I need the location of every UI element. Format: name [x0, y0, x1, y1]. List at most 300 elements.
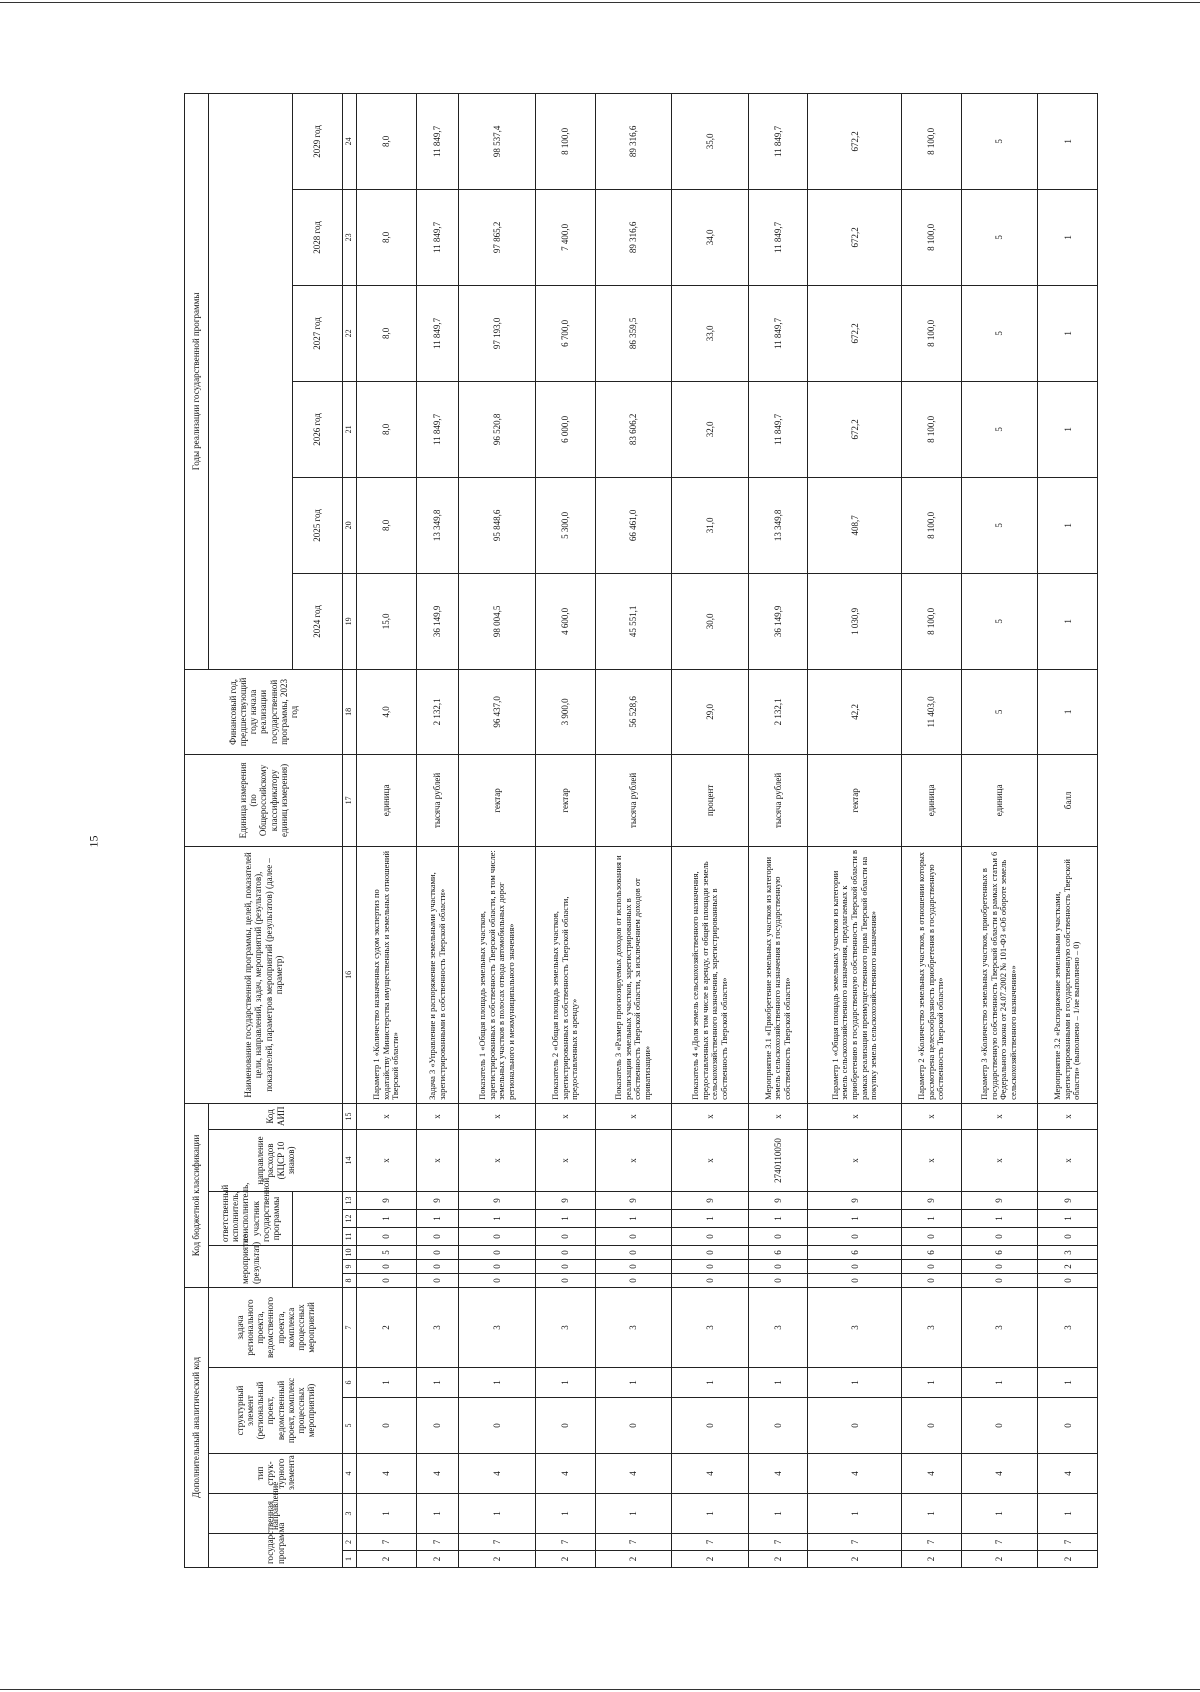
table-row — [961, 93, 1038, 1567]
cell-c7: 3 — [672, 1288, 749, 1368]
cell-c6: 1 — [748, 1368, 808, 1398]
cell-c10: 0 — [459, 1246, 536, 1260]
cell-c2: 7 — [459, 1534, 536, 1551]
cell-c14: x — [672, 1130, 749, 1192]
header-structural-type: тип струк-турного элемента — [209, 1454, 343, 1494]
column-number: 9 — [343, 1260, 357, 1274]
cell-y2027: 97 193,0 — [459, 285, 536, 381]
cell-c7: 3 — [535, 1288, 595, 1368]
cell-c6: 1 — [808, 1368, 902, 1398]
cell-prev: 4,0 — [357, 669, 417, 754]
cell-c14: x — [459, 1130, 536, 1192]
cell-c7: 3 — [416, 1288, 459, 1368]
cell-c9: 0 — [595, 1260, 672, 1274]
rotated-table-container — [184, 98, 1098, 1568]
cell-y2026: 11 849,7 — [748, 381, 808, 477]
cell-c14: x — [416, 1130, 459, 1192]
header-year-2028: 2028 год — [293, 189, 343, 285]
cell-y2024: 15,0 — [357, 573, 417, 669]
cell-c7: 3 — [808, 1288, 902, 1368]
column-number: 20 — [343, 477, 357, 573]
cell-c14: x — [961, 1130, 1038, 1192]
cell-c15: x — [902, 1103, 962, 1129]
cell-c1: 2 — [357, 1551, 417, 1568]
cell-c12: 1 — [535, 1210, 595, 1228]
cell-y2027: 86 359,5 — [595, 285, 672, 381]
cell-c7: 3 — [902, 1288, 962, 1368]
cell-c15: x — [1038, 1103, 1098, 1129]
cell-c2: 7 — [1038, 1534, 1098, 1551]
cell-name: Параметр 1 «Количество назначенных судом экспертиз по ходатайству Министерства имущественных и земельных отношений Тверской области» — [357, 846, 417, 1103]
column-number: 12 — [343, 1210, 357, 1228]
cell-c5: 0 — [808, 1398, 902, 1454]
cell-c4: 4 — [672, 1454, 749, 1494]
header-state-program: государственная программа — [209, 1534, 343, 1568]
cell-y2025: 5 300,0 — [535, 477, 595, 573]
cell-c8: 0 — [357, 1274, 417, 1288]
cell-unit: гектар — [535, 754, 595, 846]
cell-c11: 0 — [459, 1228, 536, 1246]
cell-c12: 1 — [1038, 1210, 1098, 1228]
cell-y2024: 98 004,5 — [459, 573, 536, 669]
cell-c1: 2 — [535, 1551, 595, 1568]
column-number: 23 — [343, 189, 357, 285]
cell-name: Показатель 4 «Доля земель сельскохозяйственного назначения, предоставленных в том числе в аренду, от общей площади земель сельскохозяйственного назначения, зарегистрированных в собственность Тверской области» — [672, 846, 749, 1103]
cell-c5: 0 — [1038, 1398, 1098, 1454]
cell-c14: x — [595, 1130, 672, 1192]
cell-c10: 0 — [535, 1246, 595, 1260]
cell-c7: 3 — [1038, 1288, 1098, 1368]
cell-c6: 1 — [535, 1368, 595, 1398]
cell-prev: 2 132,1 — [748, 669, 808, 754]
cell-c11: 0 — [902, 1228, 962, 1246]
cell-c3: 1 — [459, 1494, 536, 1534]
cell-c14: x — [357, 1130, 417, 1192]
cell-y2026: 672,2 — [808, 381, 902, 477]
cell-c11: 0 — [416, 1228, 459, 1246]
column-number: 5 — [343, 1398, 357, 1454]
cell-c6: 1 — [416, 1368, 459, 1398]
cell-y2028: 8 100,0 — [902, 189, 962, 285]
cell-y2024: 36 149,9 — [416, 573, 459, 669]
cell-c15: x — [357, 1103, 417, 1129]
cell-name: Показатель 1 «Общая площадь земельных участков, зарегистрированных в собственность Тверской области, в том числе: земельных участков в полосах отвода автомобильных дорог регионального и межмуниципального значения» — [459, 846, 536, 1103]
header-year-2027: 2027 год — [293, 285, 343, 381]
cell-prev: 3 900,0 — [535, 669, 595, 754]
cell-c3: 1 — [416, 1494, 459, 1534]
cell-name: Мероприятие 3.2 «Распоряжение земельными участками, зарегистрированными в государственную собственность Тверской области» (выполнено – 1/не выполнено – 0) — [1038, 846, 1098, 1103]
cell-y2028: 97 865,2 — [459, 189, 536, 285]
cell-c3: 1 — [902, 1494, 962, 1534]
cell-c4: 4 — [459, 1454, 536, 1494]
cell-name: Мероприятие 3.1 «Приобретение земельных участков из категории земель сельскохозяйственного назначения в государственную собственность Тверской области» — [748, 846, 808, 1103]
cell-y2024: 8 100,0 — [902, 573, 962, 669]
table-row — [459, 93, 536, 1567]
cell-c11: 0 — [595, 1228, 672, 1246]
cell-c2: 7 — [961, 1534, 1038, 1551]
header-name: Наименование государственной программы, целей, показателей цели, направлений, задач, мероприятий (результатов), показателей, параметров мероприятий (результатов) (далее – параметр) — [185, 846, 343, 1103]
cell-y2026: 5 — [961, 381, 1038, 477]
cell-c3: 1 — [535, 1494, 595, 1534]
cell-c8: 0 — [459, 1274, 536, 1288]
cell-c7: 3 — [595, 1288, 672, 1368]
cell-c10: 0 — [672, 1246, 749, 1260]
cell-c1: 2 — [808, 1551, 902, 1568]
cell-c1: 2 — [902, 1551, 962, 1568]
cell-c15: x — [748, 1103, 808, 1129]
scan-border-top — [0, 2, 1200, 3]
cell-y2029: 8,0 — [357, 93, 417, 189]
cell-c1: 2 — [1038, 1551, 1098, 1568]
cell-y2028: 34,0 — [672, 189, 749, 285]
column-number: 14 — [343, 1130, 357, 1192]
cell-y2029: 8 100,0 — [902, 93, 962, 189]
column-number: 24 — [343, 93, 357, 189]
cell-y2027: 8 100,0 — [902, 285, 962, 381]
cell-y2026: 11 849,7 — [416, 381, 459, 477]
cell-y2026: 96 520,8 — [459, 381, 536, 477]
cell-unit: тысяча рублей — [748, 754, 808, 846]
cell-y2027: 11 849,7 — [748, 285, 808, 381]
cell-c8: 0 — [1038, 1274, 1098, 1288]
cell-y2024: 36 149,9 — [748, 573, 808, 669]
cell-c4: 4 — [535, 1454, 595, 1494]
cell-c2: 7 — [672, 1534, 749, 1551]
cell-unit: тысяча рублей — [416, 754, 459, 846]
cell-y2027: 5 — [961, 285, 1038, 381]
column-numbers-row — [343, 93, 357, 1567]
cell-c5: 0 — [961, 1398, 1038, 1454]
column-number: 13 — [343, 1192, 357, 1210]
cell-c9: 0 — [902, 1260, 962, 1274]
cell-c2: 7 — [595, 1534, 672, 1551]
cell-c8: 0 — [748, 1274, 808, 1288]
header-direction: направление — [209, 1494, 343, 1534]
cell-c15: x — [808, 1103, 902, 1129]
cell-c6: 1 — [357, 1368, 417, 1398]
cell-y2024: 1 — [1038, 573, 1098, 669]
cell-c15: x — [416, 1103, 459, 1129]
cell-c15: x — [535, 1103, 595, 1129]
cell-c6: 1 — [595, 1368, 672, 1398]
cell-unit: гектар — [808, 754, 902, 846]
cell-c8: 0 — [808, 1274, 902, 1288]
cell-y2028: 11 849,7 — [748, 189, 808, 285]
cell-c4: 4 — [595, 1454, 672, 1494]
column-number: 17 — [343, 754, 357, 846]
header-executor: ответственный исполнитель, соисполнитель, участник государственной программы — [209, 1192, 293, 1246]
cell-c8: 0 — [902, 1274, 962, 1288]
cell-c9: 0 — [748, 1260, 808, 1274]
cell-y2029: 11 849,7 — [416, 93, 459, 189]
table-row — [748, 93, 808, 1567]
cell-y2027: 8,0 — [357, 285, 417, 381]
cell-c5: 0 — [748, 1398, 808, 1454]
cell-y2026: 8,0 — [357, 381, 417, 477]
cell-c9: 0 — [535, 1260, 595, 1274]
cell-c14: x — [535, 1130, 595, 1192]
column-number: 10 — [343, 1246, 357, 1260]
cell-c7: 3 — [961, 1288, 1038, 1368]
cell-c5: 0 — [902, 1398, 962, 1454]
header-activity-sub — [293, 1246, 343, 1288]
table-row — [595, 93, 672, 1567]
cell-unit: единица — [961, 754, 1038, 846]
cell-c9: 0 — [961, 1260, 1038, 1274]
cell-c4: 4 — [357, 1454, 417, 1494]
cell-c3: 1 — [672, 1494, 749, 1534]
cell-prev: 29,0 — [672, 669, 749, 754]
cell-c12: 1 — [672, 1210, 749, 1228]
table-row — [1038, 93, 1098, 1567]
cell-c6: 1 — [459, 1368, 536, 1398]
cell-c12: 1 — [902, 1210, 962, 1228]
column-number: 22 — [343, 285, 357, 381]
cell-c1: 2 — [672, 1551, 749, 1568]
cell-c12: 1 — [357, 1210, 417, 1228]
cell-c14: x — [808, 1130, 902, 1192]
cell-c6: 1 — [902, 1368, 962, 1398]
cell-y2028: 89 316,6 — [595, 189, 672, 285]
cell-c12: 1 — [748, 1210, 808, 1228]
cell-c13: 9 — [961, 1192, 1038, 1210]
column-number: 16 — [343, 846, 357, 1103]
cell-prev: 56 528,6 — [595, 669, 672, 754]
header-years-group: Годы реализации государственной программы — [185, 93, 209, 669]
header-years-spacer — [209, 93, 293, 669]
cell-unit: балл — [1038, 754, 1098, 846]
cell-c2: 7 — [748, 1534, 808, 1551]
cell-c5: 0 — [595, 1398, 672, 1454]
cell-name: Параметр 1 «Общая площадь земельных участков из категории земель сельскохозяйственного назначения, предлагаемых к приобретению в государственную собственность Тверской области в рамках реализации преимущественного права Тверской области на покупку земель сельскохозяйственного назначения» — [808, 846, 902, 1103]
header-unit: Единица измерения (по Общероссийскому классификатору единиц измерения) — [185, 754, 343, 846]
cell-y2028: 1 — [1038, 189, 1098, 285]
cell-c10: 3 — [1038, 1246, 1098, 1260]
cell-c3: 1 — [1038, 1494, 1098, 1534]
cell-c10: 0 — [595, 1246, 672, 1260]
cell-c10: 6 — [808, 1246, 902, 1260]
cell-c13: 9 — [357, 1192, 417, 1210]
cell-c13: 9 — [748, 1192, 808, 1210]
table-row — [357, 93, 417, 1567]
cell-c5: 0 — [459, 1398, 536, 1454]
cell-c8: 0 — [672, 1274, 749, 1288]
cell-y2026: 32,0 — [672, 381, 749, 477]
cell-c10: 0 — [416, 1246, 459, 1260]
cell-y2027: 11 849,7 — [416, 285, 459, 381]
cell-y2029: 672,2 — [808, 93, 902, 189]
header-year-2025: 2025 год — [293, 477, 343, 573]
cell-c12: 1 — [416, 1210, 459, 1228]
cell-y2028: 7 400,0 — [535, 189, 595, 285]
header-activity: мероприятие (результат) — [209, 1246, 293, 1288]
cell-c8: 0 — [416, 1274, 459, 1288]
cell-unit: тысяча рублей — [595, 754, 672, 846]
table-row — [416, 93, 459, 1567]
header-structural-element: структурный элемент (региональный проект, ведомственный проект, комплекс процессных мероприятий) — [209, 1368, 343, 1454]
cell-y2025: 31,0 — [672, 477, 749, 573]
cell-prev: 11 403,0 — [902, 669, 962, 754]
column-number: 2 — [343, 1534, 357, 1551]
cell-c10: 6 — [961, 1246, 1038, 1260]
cell-y2027: 33,0 — [672, 285, 749, 381]
column-number: 18 — [343, 669, 357, 754]
cell-y2025: 13 349,8 — [416, 477, 459, 573]
cell-c4: 4 — [748, 1454, 808, 1494]
header-budget-code: Код бюджетной классификации — [185, 1103, 209, 1287]
column-number: 19 — [343, 573, 357, 669]
header-year-2024: 2024 год — [293, 573, 343, 669]
cell-c15: x — [672, 1103, 749, 1129]
cell-y2025: 8,0 — [357, 477, 417, 573]
cell-c8: 0 — [595, 1274, 672, 1288]
cell-y2024: 4 600,0 — [535, 573, 595, 669]
cell-y2028: 8,0 — [357, 189, 417, 285]
cell-y2025: 408,7 — [808, 477, 902, 573]
table-row — [672, 93, 749, 1567]
cell-c11: 0 — [357, 1228, 417, 1246]
cell-y2026: 6 000,0 — [535, 381, 595, 477]
cell-c9: 0 — [416, 1260, 459, 1274]
cell-c11: 0 — [961, 1228, 1038, 1246]
cell-prev: 1 — [1038, 669, 1098, 754]
cell-c2: 7 — [357, 1534, 417, 1551]
cell-c1: 2 — [595, 1551, 672, 1568]
cell-c4: 4 — [416, 1454, 459, 1494]
cell-name: Задача 3 «Управление и распоряжение земельными участками, зарегистрированными в собственность Тверской области» — [416, 846, 459, 1103]
cell-prev: 2 132,1 — [416, 669, 459, 754]
cell-c13: 9 — [808, 1192, 902, 1210]
cell-c2: 7 — [808, 1534, 902, 1551]
cell-c4: 4 — [961, 1454, 1038, 1494]
column-number: 7 — [343, 1288, 357, 1368]
cell-c9: 0 — [672, 1260, 749, 1274]
cell-c11: 0 — [1038, 1228, 1098, 1246]
header-additional-code: Дополнительный аналитический код — [185, 1288, 209, 1568]
cell-c2: 7 — [416, 1534, 459, 1551]
column-number: 6 — [343, 1368, 357, 1398]
cell-unit: единица — [357, 754, 417, 846]
cell-c10: 6 — [748, 1246, 808, 1260]
cell-c1: 2 — [748, 1551, 808, 1568]
cell-name: Показатель 3 «Размер прогнозируемых доходов от использования и реализации земельных участков, зарегистрированных в собственность Тверской области, за исключением доходов от приватизации» — [595, 846, 672, 1103]
cell-c2: 7 — [902, 1534, 962, 1551]
page-number: 15 — [86, 835, 101, 848]
cell-c12: 1 — [595, 1210, 672, 1228]
table-row — [535, 93, 595, 1567]
cell-c7: 2 — [357, 1288, 417, 1368]
cell-y2029: 98 537,4 — [459, 93, 536, 189]
cell-c14: x — [1038, 1130, 1098, 1192]
cell-y2026: 8 100,0 — [902, 381, 962, 477]
cell-y2024: 45 551,1 — [595, 573, 672, 669]
header-aip-code: Код АИП — [209, 1103, 343, 1129]
cell-c11: 0 — [672, 1228, 749, 1246]
cell-y2025: 95 848,6 — [459, 477, 536, 573]
cell-c14: x — [902, 1130, 962, 1192]
cell-y2029: 1 — [1038, 93, 1098, 189]
cell-c8: 0 — [535, 1274, 595, 1288]
cell-y2028: 11 849,7 — [416, 189, 459, 285]
cell-y2025: 66 461,0 — [595, 477, 672, 573]
table-row — [808, 93, 902, 1567]
cell-c12: 1 — [808, 1210, 902, 1228]
cell-c9: 0 — [357, 1260, 417, 1274]
cell-unit: процент — [672, 754, 749, 846]
cell-c5: 0 — [672, 1398, 749, 1454]
cell-y2024: 5 — [961, 573, 1038, 669]
cell-y2025: 8 100,0 — [902, 477, 962, 573]
column-number: 21 — [343, 381, 357, 477]
cell-y2029: 5 — [961, 93, 1038, 189]
cell-c4: 4 — [1038, 1454, 1098, 1494]
cell-c1: 2 — [416, 1551, 459, 1568]
header-year-2026: 2026 год — [293, 381, 343, 477]
cell-c10: 6 — [902, 1246, 962, 1260]
cell-name: Показатель 2 «Общая площадь земельных участков, зарегистрированных в собственность Тверской области, предоставленных в аренду» — [535, 846, 595, 1103]
cell-c9: 0 — [459, 1260, 536, 1274]
cell-c9: 0 — [808, 1260, 902, 1274]
column-number: 8 — [343, 1274, 357, 1288]
cell-y2029: 89 316,6 — [595, 93, 672, 189]
cell-c1: 2 — [459, 1551, 536, 1568]
cell-y2026: 1 — [1038, 381, 1098, 477]
cell-y2027: 672,2 — [808, 285, 902, 381]
header-expense-direction: направление расходов (КЦСР 10 знаков) — [209, 1130, 343, 1192]
cell-y2028: 672,2 — [808, 189, 902, 285]
column-number: 15 — [343, 1103, 357, 1129]
cell-c6: 1 — [672, 1368, 749, 1398]
cell-c13: 9 — [535, 1192, 595, 1210]
cell-y2027: 6 700,0 — [535, 285, 595, 381]
cell-c13: 9 — [595, 1192, 672, 1210]
cell-y2029: 8 100,0 — [535, 93, 595, 189]
cell-c5: 0 — [357, 1398, 417, 1454]
cell-prev: 42,2 — [808, 669, 902, 754]
cell-c13: 9 — [902, 1192, 962, 1210]
cell-c12: 1 — [459, 1210, 536, 1228]
cell-y2028: 5 — [961, 189, 1038, 285]
cell-y2024: 30,0 — [672, 573, 749, 669]
cell-c4: 4 — [808, 1454, 902, 1494]
cell-c4: 4 — [902, 1454, 962, 1494]
cell-c14: 2740110050 — [748, 1130, 808, 1192]
cell-c3: 1 — [357, 1494, 417, 1534]
table-row — [902, 93, 962, 1567]
cell-y2029: 35,0 — [672, 93, 749, 189]
cell-y2027: 1 — [1038, 285, 1098, 381]
scan-border-bottom — [0, 1689, 1200, 1690]
cell-c3: 1 — [808, 1494, 902, 1534]
cell-c5: 0 — [416, 1398, 459, 1454]
cell-y2025: 5 — [961, 477, 1038, 573]
cell-c12: 1 — [961, 1210, 1038, 1228]
cell-name: Параметр 3 «Количество земельных участков, приобретенных в государственную собственность Тверской области в рамках статьи 6 Федерального закона от 24.07.2002 № 101-ФЗ «Об обороте земель сельскохозяйственного назначения»» — [961, 846, 1038, 1103]
cell-c15: x — [595, 1103, 672, 1129]
cell-c15: x — [459, 1103, 536, 1129]
cell-c7: 3 — [459, 1288, 536, 1368]
cell-y2029: 11 849,7 — [748, 93, 808, 189]
cell-c3: 1 — [595, 1494, 672, 1534]
cell-c11: 0 — [748, 1228, 808, 1246]
cell-c2: 7 — [535, 1534, 595, 1551]
cell-c8: 0 — [961, 1274, 1038, 1288]
cell-unit: единица — [902, 754, 962, 846]
cell-c13: 9 — [1038, 1192, 1098, 1210]
header-prev-year: Финансовый год, предшествующий году начала реализации государственной программы, 2023 год — [185, 669, 343, 754]
cell-name: Параметр 2 «Количество земельных участков, в отношении которых рассмотрена целесообразность приобретения в государственную собственность Тверской области» — [902, 846, 962, 1103]
column-number: 3 — [343, 1494, 357, 1534]
